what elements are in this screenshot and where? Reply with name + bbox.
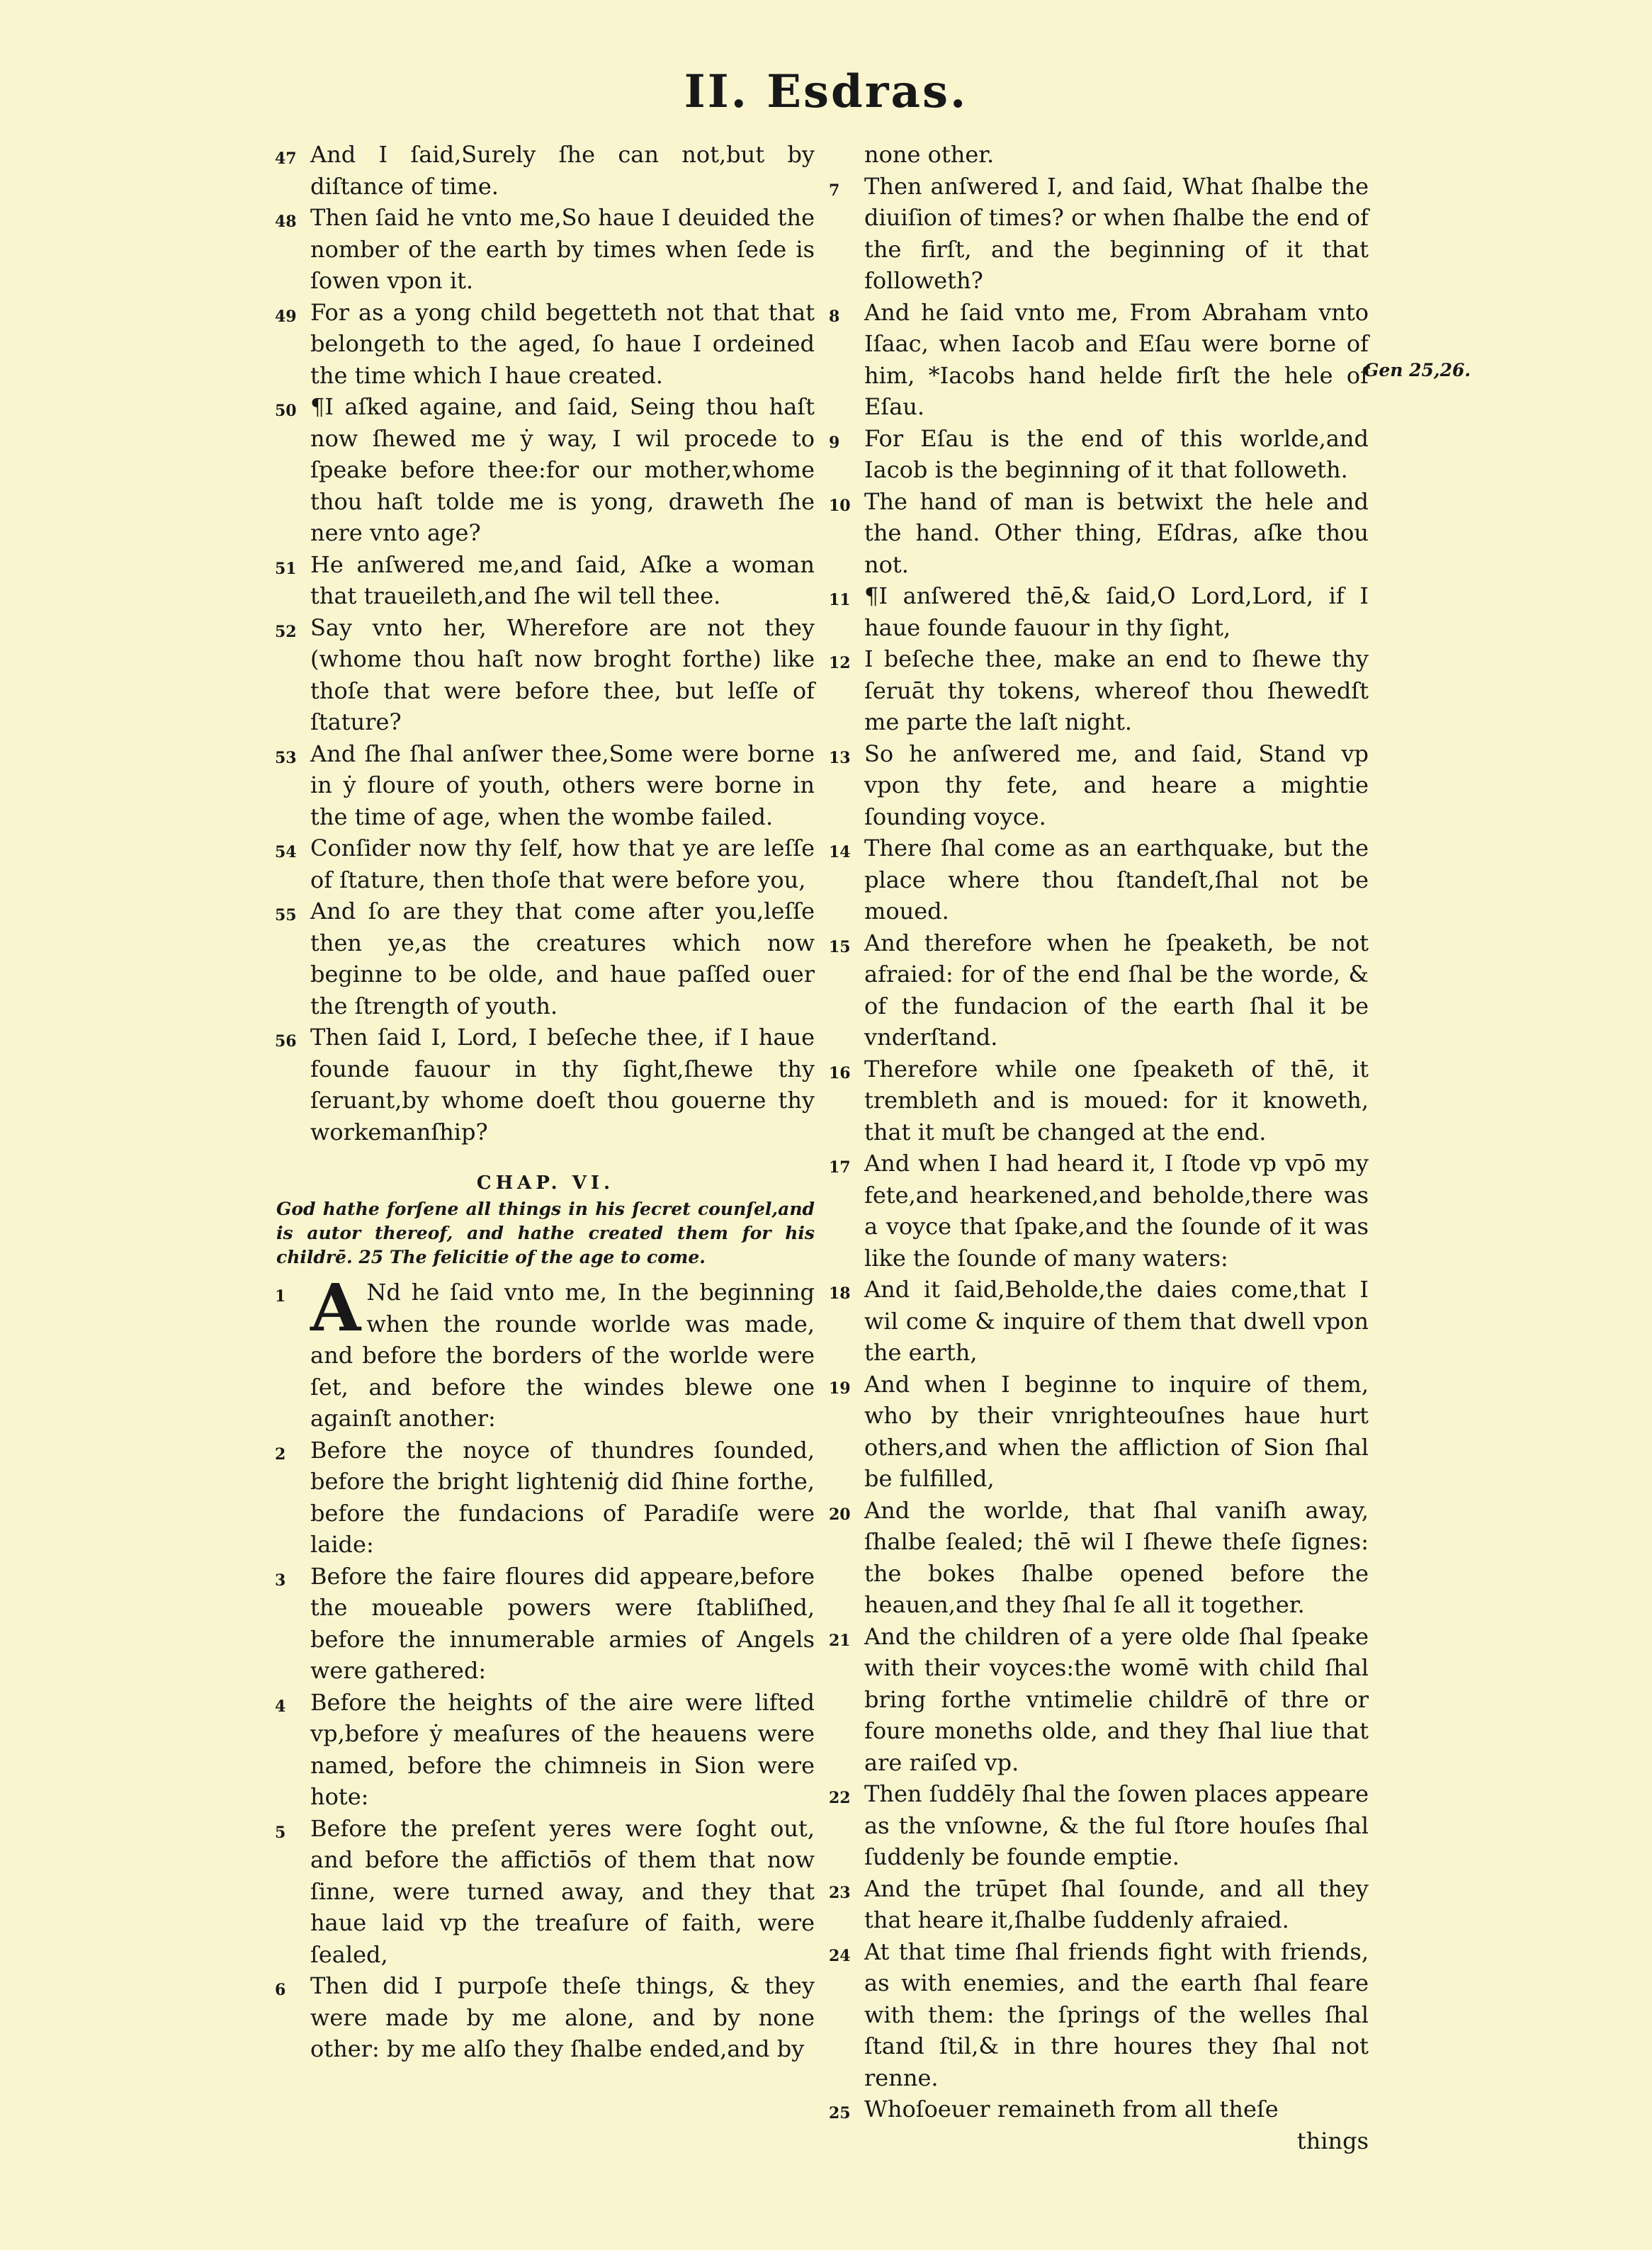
verse-text: And therefore when he ſpeaketh, be not afraied: for of the end ſhal be the worde, & of the fundacion of the earth ſhal it be vnderſtand. xyxy=(864,929,1369,1051)
verse-text: And it ſaid,Beholde,the daies come,that I wil come & inquire of them that dwell vpon the earth, xyxy=(864,1276,1369,1366)
verse-number: 9 xyxy=(829,433,840,452)
catchword: things xyxy=(1296,2127,1369,2154)
verse-number: 24 xyxy=(829,1946,851,1965)
verse xyxy=(830,423,1369,486)
verse-text xyxy=(310,1270,815,1435)
verse xyxy=(830,2093,1369,2125)
verse xyxy=(830,1053,1369,1148)
verse xyxy=(830,927,1369,1053)
running-head: II. Esdras. xyxy=(684,65,968,118)
verse-text: There ſhal come as an earthquake, but the place where thou ſtandeſt,ſhal not be moued. xyxy=(864,835,1369,925)
verse-number: 52 xyxy=(275,622,297,641)
verse xyxy=(276,139,815,202)
chapter-heading: CHAP. VI. xyxy=(476,1172,615,1194)
verse-number: 2 xyxy=(275,1445,286,1464)
verse-text: And ſhe ſhal anſwer thee,Some were borne in ẏ floure of youth, others were borne in the time of age, when the wombe failed. xyxy=(310,740,815,830)
verse-text: And the trūpet ſhal ſounde, and all they that heare it,ſhalbe ſuddenly afraied. xyxy=(864,1875,1369,1933)
verse-number: 15 xyxy=(829,937,851,956)
verse xyxy=(830,1274,1369,1369)
verse-text: And the worlde, that ſhal vaniſh away, ſhalbe ſealed; thē wil I ſhewe theſe ſignes: the bokes ſhalbe opened before the heauen,and they ſhal ſe all it together. xyxy=(864,1496,1369,1618)
chapter-summary xyxy=(276,1197,815,1270)
verse-number: 19 xyxy=(829,1379,851,1398)
verse xyxy=(276,612,815,738)
verse-text: Whoſoeuer remaineth from all theſe xyxy=(864,2096,1279,2122)
verse-text: Therefore while one ſpeaketh of thē, it trembleth and is moued: for it knoweth, that it muſt be changed at the end. xyxy=(864,1055,1369,1146)
verse-number: 11 xyxy=(829,591,851,609)
verse-text: And he ſaid vnto me, From Abraham vnto Iſaac, when Iacob and Eſau were borne of him, *Iacobs hand helde firſt the hele of Eſau. xyxy=(864,298,1369,420)
verse-number: 25 xyxy=(829,2104,851,2122)
verse xyxy=(830,738,1369,833)
verse xyxy=(830,1148,1369,1274)
verse-number: 54 xyxy=(275,843,297,861)
verse xyxy=(276,1561,815,1687)
verse-text: Before the faire floures did appeare,before the moueable powers were ſtabliſhed, before the innumerable armies of Angels were gathered: xyxy=(310,1562,815,1684)
verse xyxy=(830,1873,1369,1936)
verse-text: For Eſau is the end of this worlde,and Iacob is the beginning of it that followeth. xyxy=(864,424,1369,483)
verse-number: 14 xyxy=(829,843,851,861)
verse-text-body: Nd he ſaid vnto me, In the beginning when the rounde worlde was made, and before the borders of the worlde were ſet, and before the windes blewe one againſt another: xyxy=(310,1279,815,1432)
verse-text: Then ſaid I, Lord, I beſeche thee, if I haue founde fauour in thy ſight,ſhewe thy ſeruant,by whome doeſt thou gouerne thy workemanſhip? xyxy=(310,1024,815,1146)
verse-text: The hand of man is betwixt the hele and the hand. Other thing, Eſdras, aſke thou not. xyxy=(864,487,1369,578)
verse-number: 5 xyxy=(275,1823,286,1842)
verse xyxy=(276,202,815,297)
verse xyxy=(276,549,815,612)
verse xyxy=(830,1778,1369,1873)
verse-number: 10 xyxy=(829,496,851,515)
verse xyxy=(830,580,1369,643)
verse xyxy=(830,486,1369,581)
verse xyxy=(276,1813,815,1971)
verse xyxy=(830,171,1369,297)
verse-text: Then ſaid he vnto me,So haue I deuided the nomber of the earth by times when ſede is ſowen vpon it. xyxy=(310,204,815,294)
right-column xyxy=(830,139,1369,2156)
verse-number: 13 xyxy=(829,748,851,767)
verse-number: 4 xyxy=(275,1697,286,1716)
verse-text: Then did I purpoſe theſe things, & they were made by me alone, and by none other: by me alſo they ſhalbe ended,and by xyxy=(310,1972,815,2062)
verse xyxy=(830,643,1369,738)
verse xyxy=(276,297,815,392)
verse-number: 50 xyxy=(275,402,297,420)
verse-number: 55 xyxy=(275,906,297,925)
verse-number: 7 xyxy=(829,181,840,200)
verse xyxy=(276,895,815,1022)
verse xyxy=(830,1369,1369,1495)
verse xyxy=(275,1270,815,1435)
verse xyxy=(276,832,815,895)
verse-number: 22 xyxy=(829,1789,851,1807)
left-column xyxy=(276,139,815,2065)
verse-text: ¶I aſked againe, and ſaid, Seing thou haſt now ſhewed me ẏ way, I wil procede to ſpeake before thee:for our mother,whome thou haſt tolde me is yong, draweth ſhe nere vnto age? xyxy=(310,393,815,546)
verse-text: Before the preſent yeres were ſoght out, and before the affictiōs of them that now ſinne, were turned away, and they that haue laid vp the treaſure of faith, were ſealed, xyxy=(310,1814,815,1968)
verse-number: 3 xyxy=(275,1571,286,1590)
verse-text: At that time ſhal friends fight with friends, as with enemies, and the earth ſhal feare with them: the ſprings of the welles ſhal ſtand ſtil,& in thre houres they ſhal not renne. xyxy=(864,1938,1369,2091)
verse-text: Then anſwered I, and ſaid, What ſhalbe the diuiſion of times? or when ſhalbe the end of the firſt, and the beginning of it that followeth? xyxy=(864,172,1369,294)
verse-text: And when I beginne to inquire of them, who by their vnrighteouſnes haue hurt others,and when the affliction of Sion ſhal be fulfilled, xyxy=(864,1370,1369,1492)
verse-number: 1 xyxy=(275,1287,286,1306)
verse-text: Before the heights of the aire were lifted vp,before ẏ meaſures of the heauens were named, before the chimneis in Sion were hote: xyxy=(310,1688,815,1810)
verse-number: 23 xyxy=(829,1883,851,1902)
verse-number: 8 xyxy=(829,307,840,326)
verse-number: 17 xyxy=(829,1158,851,1177)
verse-text: And when I had heard it, I ſtode vp vpō my fete,and hearkened,and beholde,there was a voyce that ſpake,and the ſounde of it was like the ſounde of many waters: xyxy=(864,1150,1369,1272)
verse xyxy=(276,1022,815,1148)
margin-reference: Gen 25,26. xyxy=(1364,360,1471,380)
chapter-summary-text: God hathe forſene all things in his ſecret counſel,and is autor thereof, and hathe created them for his childrē. xyxy=(276,1199,815,1267)
verse xyxy=(276,391,815,549)
verse-number: 20 xyxy=(829,1505,851,1524)
verse xyxy=(276,1970,815,2065)
verse-number: 12 xyxy=(829,654,851,672)
continuation-text: none other. xyxy=(864,141,995,168)
verse-text: Then ſuddēly ſhal the ſowen places appeare as the vnſowne, & the ful ſtore houſes ſhal ſuddenly be founde emptie. xyxy=(864,1780,1369,1870)
verse-number: 47 xyxy=(275,149,297,168)
verse-text: Conſider now thy ſelf, how that ye are leſſe of ſtature, then thoſe that were before you, xyxy=(310,835,815,893)
verse-number: 51 xyxy=(275,559,297,578)
verse-text: And ſo are they that come after you,leſſe then ye,as the creatures which now beginne to be olde, and haue paſſed ouer the ſtrength of youth. xyxy=(310,898,815,1019)
verse-number: 21 xyxy=(829,1631,851,1650)
verse-number: 56 xyxy=(275,1032,297,1051)
verse xyxy=(830,1621,1369,1779)
verse xyxy=(830,297,1369,423)
verse xyxy=(276,1435,815,1561)
verse-number: 49 xyxy=(275,307,297,326)
verse xyxy=(276,738,815,833)
verse-text: And I ſaid,Surely ſhe can not,but by diſtance of time. xyxy=(310,141,815,200)
drop-cap: A xyxy=(310,1270,361,1346)
verse xyxy=(830,1936,1369,2094)
verse-number: 16 xyxy=(829,1063,851,1082)
verse-text: ¶I anſwered thē,& ſaid,O Lord,Lord, if I haue founde fauour in thy ſight, xyxy=(864,582,1369,641)
verse-number: 6 xyxy=(275,1981,286,1999)
verse-text: For as a yong child begetteth not that that belongeth to the aged, ſo haue I ordeined the time which I haue created. xyxy=(310,298,815,389)
verse xyxy=(830,1495,1369,1621)
verse-text: Say vnto her, Wherefore are not they (whome thou haſt now broght forthe) like thoſe that were before thee, but leſſe of ſtature? xyxy=(310,614,815,735)
verse-text: He anſwered me,and ſaid, Aſke a woman that traueileth,and ſhe wil tell thee. xyxy=(310,550,815,609)
verse-text: So he anſwered me, and ſaid, Stand vp vpon thy fete, and heare a mightie ſounding voyce. xyxy=(864,740,1369,830)
chapter-summary-text-2: 25 The felicitie of the age to come. xyxy=(358,1247,706,1267)
verse-text: I beſeche thee, make an end to ſhewe thy ſeruāt thy tokens, whereof thou ſhewedſt me parte the laſt night. xyxy=(864,645,1369,735)
verse-number: 18 xyxy=(829,1284,851,1303)
verse xyxy=(830,832,1369,927)
verse-text: Before the noyce of thundres ſounded, before the bright lighteniġ did ſhine forthe, before the fundacions of Paradiſe were laide: xyxy=(310,1436,815,1558)
verse-number: 48 xyxy=(275,213,297,231)
verse-text: And the children of a yere olde ſhal ſpeake with their voyces:the womē with child ſhal bring forthe vntimelie childrē of thre or foure moneths olde, and they ſhal liue that are raiſed vp. xyxy=(864,1622,1369,1776)
verse-number: 53 xyxy=(275,748,297,767)
verse xyxy=(276,1687,815,1813)
